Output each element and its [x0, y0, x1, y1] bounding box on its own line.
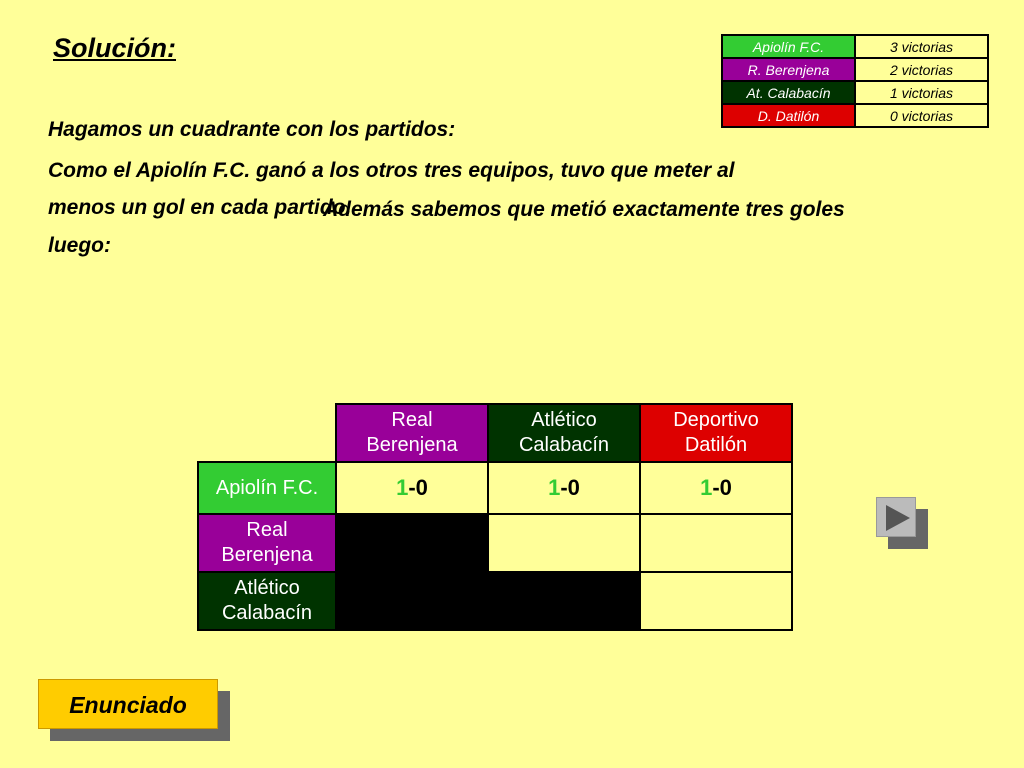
- row-header-line: Real: [246, 519, 288, 541]
- row-header-real-berenjena: [198, 514, 336, 572]
- row-header-line: Berenjena: [221, 544, 313, 566]
- paragraph-line-3-overlap: Además sabemos que metió exactamente tres goles: [323, 198, 845, 221]
- blocked-cell: [336, 514, 488, 572]
- row-header-line: Calabacín: [221, 602, 313, 624]
- col-header-line: Berenjena: [366, 434, 458, 456]
- score-home: 1: [548, 475, 561, 500]
- row-header-line: Atlético: [234, 577, 300, 599]
- col-header-line: Calabacín: [518, 434, 610, 456]
- standings-team: Apiolín F.C.: [722, 35, 855, 58]
- standings-row: [722, 58, 988, 81]
- col-header-line: Deportivo: [673, 409, 759, 431]
- col-header-line: Atlético: [531, 409, 597, 431]
- standings-team: R. Berenjena: [722, 58, 855, 81]
- score-rest: -0: [560, 475, 580, 500]
- paragraph-line-3: menos un gol en cada partido.: [48, 196, 352, 219]
- row-header-line: Apiolín F.C.: [215, 476, 319, 499]
- grid-row-real-berenjena: [198, 514, 792, 572]
- enunciado-button-label[interactable]: Enunciado: [38, 679, 218, 729]
- play-arrow-icon: [886, 505, 910, 531]
- row-header-atletico-calabacin: [198, 572, 336, 630]
- standings-wins: 0 victorias: [855, 104, 988, 127]
- next-button[interactable]: [876, 497, 928, 549]
- standings-row: [722, 104, 988, 127]
- score-home: 1: [396, 475, 409, 500]
- score-cell: [640, 462, 792, 514]
- col-header-atletico-calabacin: [488, 404, 640, 462]
- score-cell: [488, 462, 640, 514]
- score-home: 1: [700, 475, 713, 500]
- blocked-cell: [488, 572, 640, 630]
- grid-header-row: [198, 404, 792, 462]
- standings-row: [722, 35, 988, 58]
- standings-wins: 2 victorias: [855, 58, 988, 81]
- row-header-apiolin: [198, 462, 336, 514]
- score-rest: -0: [712, 475, 732, 500]
- paragraph-line-2: Como el Apiolín F.C. ganó a los otros tres equipos, tuvo que meter al: [48, 159, 735, 182]
- grid-row-atletico-calabacin: [198, 572, 792, 630]
- standings-table: [721, 34, 989, 128]
- standings-wins: 3 victorias: [855, 35, 988, 58]
- col-header-deportivo-datilon: [640, 404, 792, 462]
- col-header-real-berenjena: [336, 404, 488, 462]
- match-grid: [197, 403, 793, 631]
- standings-team: At. Calabacín: [722, 81, 855, 104]
- grid-row-apiolin: [198, 462, 792, 514]
- blocked-cell: [336, 572, 488, 630]
- col-header-line: Real: [391, 409, 433, 431]
- col-header-line: Datilón: [684, 434, 748, 456]
- standings-team: D. Datilón: [722, 104, 855, 127]
- paragraph-line-1: Hagamos un cuadrante con los partidos:: [48, 118, 456, 141]
- score-rest: -0: [408, 475, 428, 500]
- standings-row: [722, 81, 988, 104]
- next-button-face[interactable]: [876, 497, 916, 537]
- paragraph-line-4: luego:: [48, 234, 111, 257]
- empty-cell: [640, 572, 792, 630]
- empty-cell: [488, 514, 640, 572]
- standings-wins: 1 victorias: [855, 81, 988, 104]
- empty-cell: [640, 514, 792, 572]
- enunciado-button[interactable]: [38, 679, 230, 741]
- page-title: Solución:: [53, 33, 176, 63]
- grid-corner: [198, 404, 336, 462]
- score-cell: [336, 462, 488, 514]
